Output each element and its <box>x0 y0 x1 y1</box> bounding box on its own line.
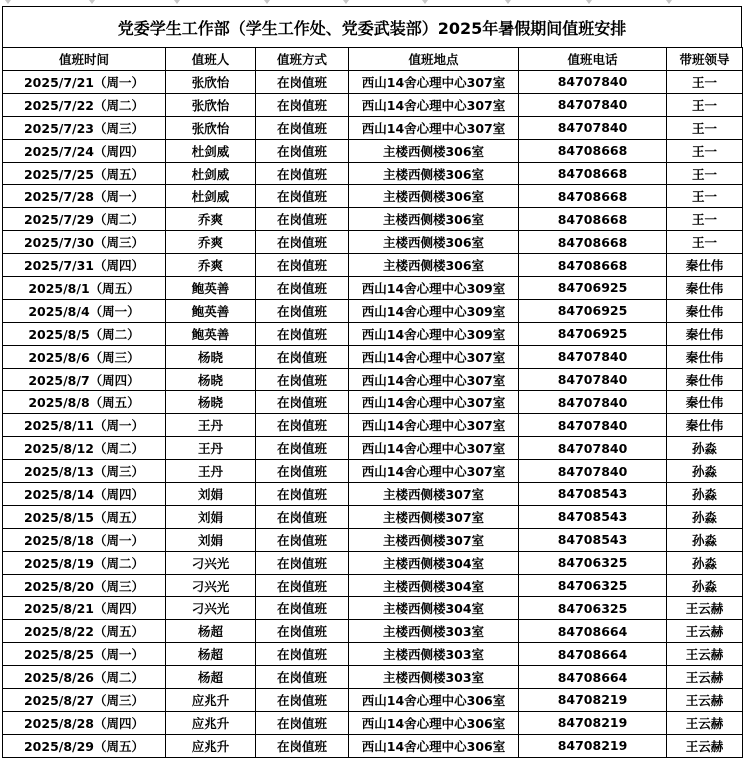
cell-leader[interactable]: 孙淼 <box>667 574 743 597</box>
cell-duty-person[interactable]: 鲍英善 <box>166 299 256 322</box>
column-marker-icon <box>586 0 592 4</box>
cell-duty-mode[interactable]: 在岗值班 <box>256 345 349 368</box>
cell-duty-phone[interactable]: 84708668 <box>519 231 667 254</box>
cell-duty-person[interactable]: 王丹 <box>166 437 256 460</box>
cell-leader[interactable]: 王一 <box>667 185 743 208</box>
cell-duty-time[interactable]: 2025/8/29（周五） <box>3 734 166 757</box>
cell-leader[interactable]: 孙淼 <box>667 505 743 528</box>
cell-duty-person[interactable]: 杨超 <box>166 620 256 643</box>
cell-duty-mode[interactable]: 在岗值班 <box>256 711 349 734</box>
cell-duty-phone[interactable]: 84708664 <box>519 643 667 666</box>
sheet-title[interactable]: 党委学生工作部（学生工作处、党委武装部）2025年暑假期间值班安排 <box>2 6 742 47</box>
table-row <box>3 666 743 689</box>
cell-leader[interactable]: 秦仕伟 <box>667 254 743 277</box>
cell-duty-mode[interactable]: 在岗值班 <box>256 551 349 574</box>
table-row <box>3 528 743 551</box>
cell-duty-mode[interactable]: 在岗值班 <box>256 162 349 185</box>
cell-duty-person[interactable]: 刘娟 <box>166 505 256 528</box>
cell-duty-phone[interactable]: 84708664 <box>519 620 667 643</box>
cell-duty-mode[interactable]: 在岗值班 <box>256 368 349 391</box>
cell-duty-person[interactable]: 杜剑威 <box>166 139 256 162</box>
cell-duty-mode[interactable]: 在岗值班 <box>256 93 349 116</box>
table-row <box>3 414 743 437</box>
cell-leader[interactable]: 王云赫 <box>667 689 743 712</box>
cell-leader[interactable]: 孙淼 <box>667 483 743 506</box>
duty-schedule-sheet <box>2 6 742 758</box>
cell-duty-phone[interactable]: 84706325 <box>519 574 667 597</box>
cell-duty-mode[interactable]: 在岗值班 <box>256 185 349 208</box>
column-marker-icon <box>89 0 95 4</box>
cell-duty-location[interactable]: 主楼西侧楼304室 <box>349 551 519 574</box>
header-duty-location[interactable]: 值班地点 <box>349 48 519 71</box>
cell-duty-person[interactable]: 刁兴光 <box>166 597 256 620</box>
cell-leader[interactable]: 秦仕伟 <box>667 345 743 368</box>
cell-duty-phone[interactable]: 84708664 <box>519 666 667 689</box>
cell-duty-person[interactable]: 杨超 <box>166 666 256 689</box>
cell-leader[interactable]: 王云赫 <box>667 620 743 643</box>
cell-duty-location[interactable]: 西山14舍心理中心306室 <box>349 711 519 734</box>
table-row <box>3 231 743 254</box>
cell-duty-location[interactable]: 主楼西侧楼306室 <box>349 208 519 231</box>
cell-duty-mode[interactable]: 在岗值班 <box>256 620 349 643</box>
cell-duty-phone[interactable]: 84706325 <box>519 551 667 574</box>
duty-table <box>2 47 743 758</box>
cell-duty-time[interactable]: 2025/8/18（周一） <box>3 528 166 551</box>
cell-duty-person[interactable]: 杨晓 <box>166 391 256 414</box>
table-row <box>3 734 743 757</box>
cell-duty-phone[interactable]: 84706925 <box>519 322 667 345</box>
column-marker-icon <box>264 0 270 4</box>
cell-duty-time[interactable]: 2025/8/20（周三） <box>3 574 166 597</box>
table-row <box>3 620 743 643</box>
cell-duty-mode[interactable]: 在岗值班 <box>256 299 349 322</box>
cell-duty-person[interactable]: 杜剑威 <box>166 185 256 208</box>
cell-duty-person[interactable]: 乔爽 <box>166 254 256 277</box>
cell-leader[interactable]: 王一 <box>667 208 743 231</box>
cell-duty-time[interactable]: 2025/7/28（周一） <box>3 185 166 208</box>
cell-duty-person[interactable]: 刘娟 <box>166 483 256 506</box>
cell-duty-person[interactable]: 刁兴光 <box>166 574 256 597</box>
cell-duty-phone[interactable]: 84707840 <box>519 460 667 483</box>
cell-leader[interactable]: 王云赫 <box>667 643 743 666</box>
table-row <box>3 162 743 185</box>
cell-duty-person[interactable]: 应兆升 <box>166 689 256 712</box>
cell-duty-time[interactable]: 2025/7/22（周二） <box>3 93 166 116</box>
cell-duty-location[interactable]: 西山14舍心理中心307室 <box>349 116 519 139</box>
cell-duty-person[interactable]: 刘娟 <box>166 528 256 551</box>
cell-duty-person[interactable]: 杨晓 <box>166 345 256 368</box>
cell-duty-mode[interactable]: 在岗值班 <box>256 505 349 528</box>
cell-leader[interactable]: 王一 <box>667 139 743 162</box>
cell-duty-person[interactable]: 张欣怡 <box>166 116 256 139</box>
cell-duty-mode[interactable]: 在岗值班 <box>256 528 349 551</box>
table-row <box>3 689 743 712</box>
cell-duty-phone[interactable]: 84708543 <box>519 528 667 551</box>
cell-duty-location[interactable]: 西山14舍心理中心307室 <box>349 391 519 414</box>
header-leader[interactable]: 带班领导 <box>667 48 743 71</box>
cell-leader[interactable]: 王云赫 <box>667 734 743 757</box>
cell-duty-time[interactable]: 2025/7/21（周一） <box>3 71 166 94</box>
cell-duty-phone[interactable]: 84707840 <box>519 391 667 414</box>
cell-duty-time[interactable]: 2025/8/12（周二） <box>3 437 166 460</box>
cell-duty-mode[interactable]: 在岗值班 <box>256 139 349 162</box>
cell-duty-location[interactable]: 西山14舍心理中心307室 <box>349 460 519 483</box>
cell-leader[interactable]: 秦仕伟 <box>667 391 743 414</box>
cell-leader[interactable]: 王云赫 <box>667 711 743 734</box>
cell-duty-person[interactable]: 应兆升 <box>166 734 256 757</box>
cell-duty-location[interactable]: 主楼西侧楼304室 <box>349 597 519 620</box>
cell-duty-location[interactable]: 主楼西侧楼307室 <box>349 528 519 551</box>
cell-duty-mode[interactable]: 在岗值班 <box>256 437 349 460</box>
cell-duty-person[interactable]: 乔爽 <box>166 208 256 231</box>
cell-duty-location[interactable]: 主楼西侧楼304室 <box>349 574 519 597</box>
cell-duty-phone[interactable]: 84706925 <box>519 299 667 322</box>
cell-duty-mode[interactable]: 在岗值班 <box>256 574 349 597</box>
cell-duty-location[interactable]: 西山14舍心理中心307室 <box>349 93 519 116</box>
cell-duty-time[interactable]: 2025/8/6（周三） <box>3 345 166 368</box>
cell-leader[interactable]: 王一 <box>667 93 743 116</box>
cell-duty-phone[interactable]: 84708219 <box>519 689 667 712</box>
cell-duty-time[interactable]: 2025/8/21（周四） <box>3 597 166 620</box>
cell-duty-time[interactable]: 2025/7/31（周四） <box>3 254 166 277</box>
cell-duty-time[interactable]: 2025/8/27（周三） <box>3 689 166 712</box>
cell-leader[interactable]: 孙淼 <box>667 528 743 551</box>
cell-duty-time[interactable]: 2025/8/11（周一） <box>3 414 166 437</box>
cell-duty-location[interactable]: 主楼西侧楼303室 <box>349 666 519 689</box>
header-duty-phone[interactable]: 值班电话 <box>519 48 667 71</box>
cell-duty-person[interactable]: 杨晓 <box>166 368 256 391</box>
cell-leader[interactable]: 秦仕伟 <box>667 299 743 322</box>
column-marker-icon <box>666 0 672 4</box>
header-duty-time[interactable]: 值班时间 <box>3 48 166 71</box>
cell-duty-person[interactable]: 鲍英善 <box>166 277 256 300</box>
cell-duty-phone[interactable]: 84708668 <box>519 185 667 208</box>
cell-duty-person[interactable]: 杜剑威 <box>166 162 256 185</box>
cell-duty-mode[interactable]: 在岗值班 <box>256 483 349 506</box>
cell-duty-mode[interactable]: 在岗值班 <box>256 414 349 437</box>
column-marker-icon <box>174 0 180 4</box>
column-marker-icon <box>505 0 511 4</box>
cell-duty-time[interactable]: 2025/8/13（周三） <box>3 460 166 483</box>
cell-duty-location[interactable]: 西山14舍心理中心307室 <box>349 345 519 368</box>
table-row <box>3 139 743 162</box>
cell-duty-person[interactable]: 王丹 <box>166 414 256 437</box>
cell-duty-person[interactable]: 刁兴光 <box>166 551 256 574</box>
cell-duty-mode[interactable]: 在岗值班 <box>256 71 349 94</box>
cell-duty-mode[interactable]: 在岗值班 <box>256 734 349 757</box>
table-row <box>3 185 743 208</box>
table-row <box>3 483 743 506</box>
table-row <box>3 368 743 391</box>
table-row <box>3 345 743 368</box>
cell-duty-mode[interactable]: 在岗值班 <box>256 460 349 483</box>
cell-duty-location[interactable]: 西山14舍心理中心309室 <box>349 322 519 345</box>
cell-duty-mode[interactable]: 在岗值班 <box>256 208 349 231</box>
cell-duty-time[interactable]: 2025/7/23（周三） <box>3 116 166 139</box>
table-row <box>3 391 743 414</box>
cell-duty-phone[interactable]: 84708543 <box>519 505 667 528</box>
cell-duty-time[interactable]: 2025/8/8（周五） <box>3 391 166 414</box>
header-duty-person[interactable]: 值班人 <box>166 48 256 71</box>
cell-duty-time[interactable]: 2025/8/26（周二） <box>3 666 166 689</box>
cell-duty-location[interactable]: 西山14舍心理中心307室 <box>349 368 519 391</box>
cell-duty-mode[interactable]: 在岗值班 <box>256 597 349 620</box>
cell-duty-mode[interactable]: 在岗值班 <box>256 391 349 414</box>
cell-duty-time[interactable]: 2025/8/28（周四） <box>3 711 166 734</box>
header-duty-mode[interactable]: 值班方式 <box>256 48 349 71</box>
cell-duty-time[interactable]: 2025/7/29（周二） <box>3 208 166 231</box>
table-row <box>3 505 743 528</box>
cell-duty-person[interactable]: 王丹 <box>166 460 256 483</box>
cell-duty-phone[interactable]: 84707840 <box>519 368 667 391</box>
cell-duty-location[interactable]: 主楼西侧楼306室 <box>349 162 519 185</box>
cell-leader[interactable]: 秦仕伟 <box>667 414 743 437</box>
header-row <box>3 48 743 71</box>
table-row <box>3 643 743 666</box>
cell-duty-location[interactable]: 主楼西侧楼306室 <box>349 254 519 277</box>
cell-leader[interactable]: 秦仕伟 <box>667 322 743 345</box>
cell-leader[interactable]: 孙淼 <box>667 460 743 483</box>
cell-duty-time[interactable]: 2025/8/1（周五） <box>3 277 166 300</box>
cell-duty-phone[interactable]: 84708668 <box>519 254 667 277</box>
cell-duty-phone[interactable]: 84708668 <box>519 208 667 231</box>
cell-duty-person[interactable]: 应兆升 <box>166 711 256 734</box>
cell-leader[interactable]: 孙淼 <box>667 437 743 460</box>
cell-duty-location[interactable]: 主楼西侧楼307室 <box>349 483 519 506</box>
cell-leader[interactable]: 孙淼 <box>667 551 743 574</box>
cell-leader[interactable]: 秦仕伟 <box>667 277 743 300</box>
cell-duty-phone[interactable]: 84706325 <box>519 597 667 620</box>
cell-duty-phone[interactable]: 84707840 <box>519 414 667 437</box>
table-row <box>3 277 743 300</box>
cell-duty-mode[interactable]: 在岗值班 <box>256 643 349 666</box>
cell-leader[interactable]: 王云赫 <box>667 597 743 620</box>
cell-duty-time[interactable]: 2025/8/4（周一） <box>3 299 166 322</box>
cell-duty-mode[interactable]: 在岗值班 <box>256 666 349 689</box>
cell-leader[interactable]: 王一 <box>667 71 743 94</box>
cell-duty-phone[interactable]: 84708668 <box>519 162 667 185</box>
cell-duty-time[interactable]: 2025/8/25（周一） <box>3 643 166 666</box>
cell-leader[interactable]: 王一 <box>667 116 743 139</box>
cell-duty-phone[interactable]: 84707840 <box>519 116 667 139</box>
cell-duty-phone[interactable]: 84706925 <box>519 277 667 300</box>
cell-duty-location[interactable]: 西山14舍心理中心307室 <box>349 414 519 437</box>
cell-duty-location[interactable]: 西山14舍心理中心306室 <box>349 734 519 757</box>
table-row <box>3 208 743 231</box>
cell-duty-person[interactable]: 乔爽 <box>166 231 256 254</box>
table-row <box>3 322 743 345</box>
cell-duty-phone[interactable]: 84708219 <box>519 734 667 757</box>
cell-duty-time[interactable]: 2025/8/7（周四） <box>3 368 166 391</box>
cell-duty-location[interactable]: 西山14舍心理中心307室 <box>349 437 519 460</box>
table-row <box>3 574 743 597</box>
cell-duty-mode[interactable]: 在岗值班 <box>256 116 349 139</box>
cell-duty-time[interactable]: 2025/7/25（周五） <box>3 162 166 185</box>
table-row <box>3 116 743 139</box>
cell-duty-person[interactable]: 张欣怡 <box>166 93 256 116</box>
cell-duty-location[interactable]: 西山14舍心理中心309室 <box>349 277 519 300</box>
cell-duty-location[interactable]: 主楼西侧楼303室 <box>349 620 519 643</box>
column-marker-icon <box>343 0 349 4</box>
cell-duty-time[interactable]: 2025/8/22（周五） <box>3 620 166 643</box>
cell-duty-person[interactable]: 鲍英善 <box>166 322 256 345</box>
cell-leader[interactable]: 王一 <box>667 231 743 254</box>
cell-leader[interactable]: 王一 <box>667 162 743 185</box>
table-row <box>3 460 743 483</box>
column-marker-icon <box>5 0 11 4</box>
cell-duty-person[interactable]: 张欣怡 <box>166 71 256 94</box>
cell-duty-phone[interactable]: 84707840 <box>519 93 667 116</box>
table-body <box>3 71 743 758</box>
cell-duty-location[interactable]: 主楼西侧楼306室 <box>349 139 519 162</box>
cell-duty-mode[interactable]: 在岗值班 <box>256 231 349 254</box>
cell-leader[interactable]: 王云赫 <box>667 666 743 689</box>
cell-duty-person[interactable]: 杨超 <box>166 643 256 666</box>
cell-duty-phone[interactable]: 84707840 <box>519 437 667 460</box>
cell-duty-phone[interactable]: 84708219 <box>519 711 667 734</box>
cell-duty-location[interactable]: 主楼西侧楼306室 <box>349 231 519 254</box>
cell-duty-time[interactable]: 2025/7/24（周四） <box>3 139 166 162</box>
cell-duty-location[interactable]: 主楼西侧楼306室 <box>349 185 519 208</box>
cell-leader[interactable]: 秦仕伟 <box>667 368 743 391</box>
table-row <box>3 711 743 734</box>
cell-duty-phone[interactable]: 84708543 <box>519 483 667 506</box>
cell-duty-phone[interactable]: 84707840 <box>519 71 667 94</box>
cell-duty-time[interactable]: 2025/8/5（周二） <box>3 322 166 345</box>
table-row <box>3 597 743 620</box>
cell-duty-location[interactable]: 西山14舍心理中心306室 <box>349 689 519 712</box>
cell-duty-mode[interactable]: 在岗值班 <box>256 254 349 277</box>
cell-duty-mode[interactable]: 在岗值班 <box>256 689 349 712</box>
cell-duty-location[interactable]: 主楼西侧楼303室 <box>349 643 519 666</box>
cell-duty-location[interactable]: 西山14舍心理中心309室 <box>349 299 519 322</box>
table-row <box>3 299 743 322</box>
cell-duty-time[interactable]: 2025/8/15（周五） <box>3 505 166 528</box>
cell-duty-time[interactable]: 2025/8/14（周四） <box>3 483 166 506</box>
cell-duty-location[interactable]: 西山14舍心理中心307室 <box>349 71 519 94</box>
cell-duty-mode[interactable]: 在岗值班 <box>256 277 349 300</box>
table-row <box>3 93 743 116</box>
cell-duty-mode[interactable]: 在岗值班 <box>256 322 349 345</box>
table-row <box>3 551 743 574</box>
cell-duty-phone[interactable]: 84707840 <box>519 345 667 368</box>
table-row <box>3 254 743 277</box>
cell-duty-phone[interactable]: 84708668 <box>519 139 667 162</box>
column-marker-icon <box>422 0 428 4</box>
cell-duty-time[interactable]: 2025/8/19（周二） <box>3 551 166 574</box>
table-row <box>3 437 743 460</box>
table-row <box>3 71 743 94</box>
cell-duty-time[interactable]: 2025/7/30（周三） <box>3 231 166 254</box>
cell-duty-location[interactable]: 主楼西侧楼307室 <box>349 505 519 528</box>
